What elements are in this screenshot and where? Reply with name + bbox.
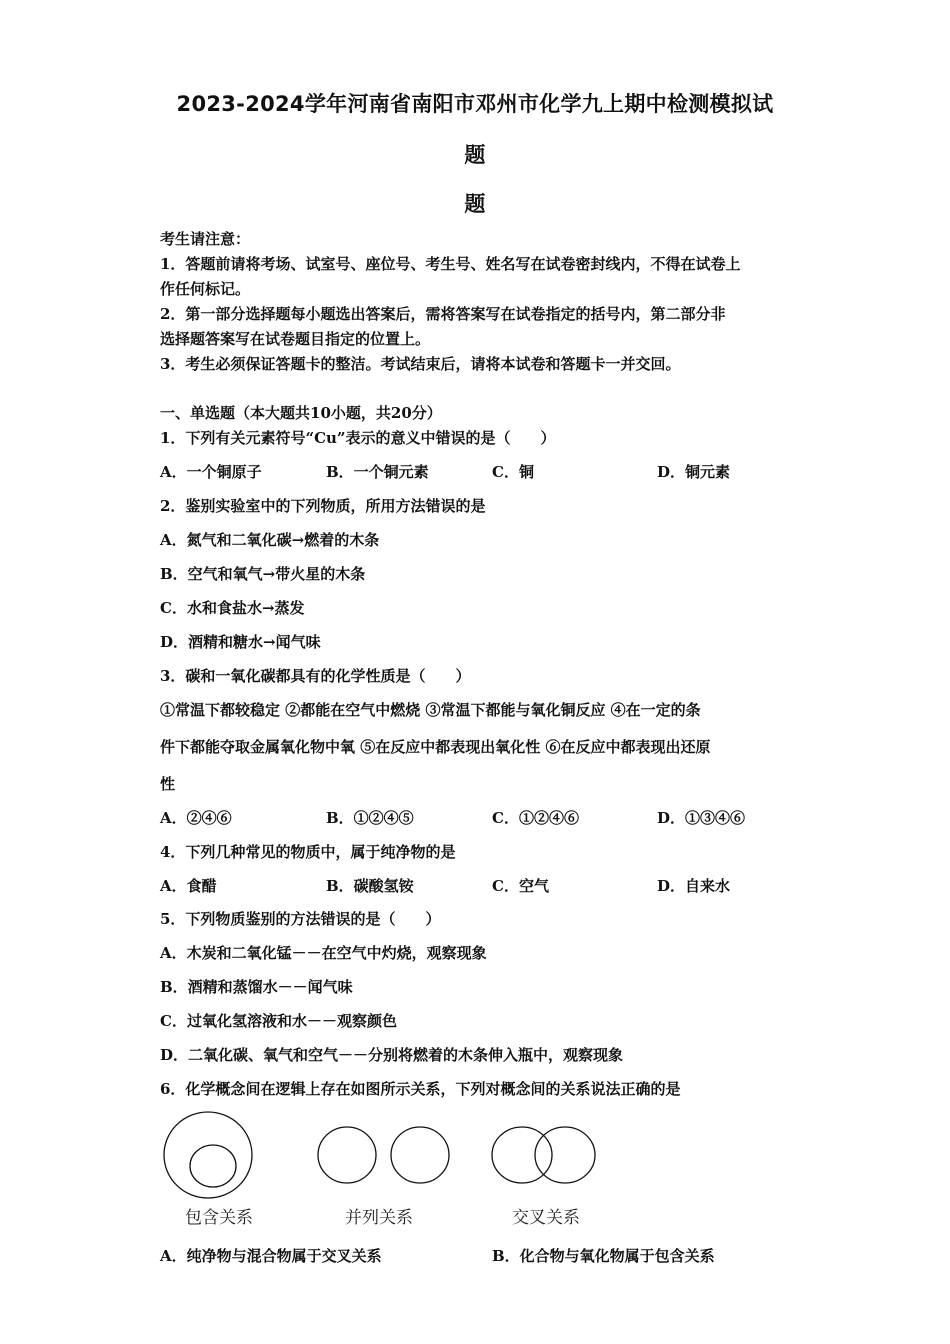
concept-relation-diagram (150, 1105, 610, 1205)
notice-line: 选择题答案写在试卷题目指定的位置上。 (160, 330, 431, 348)
section-heading: 一、单选题（本大题共10小题，共20分） (160, 404, 442, 422)
inclusion-outer-ellipse (164, 1112, 252, 1198)
question-6-stem: 6．化学概念间在逻辑上存在如图所示关系，下列对概念间的关系说法正确的是 (160, 1080, 681, 1098)
question-3-statement-line: 性 (160, 775, 176, 793)
question-1-option-d[interactable]: D．铜元素 (657, 463, 731, 481)
question-3-option-c[interactable]: C．①②④⑥ (492, 809, 579, 827)
question-3-option-b[interactable]: B．①②④⑤ (326, 809, 414, 827)
question-2-option-b[interactable]: B．空气和氧气→带火星的木条 (160, 565, 366, 583)
question-4-stem: 4．下列几种常见的物质中，属于纯净物的是 (160, 843, 456, 861)
question-2-option-c[interactable]: C．水和食盐水→蒸发 (160, 599, 305, 617)
question-2-stem: 2．鉴别实验室中的下列物质，所用方法错误的是 (160, 497, 486, 515)
parallel-right-circle (391, 1127, 449, 1183)
inclusion-inner-ellipse (190, 1145, 236, 1187)
question-2-option-d[interactable]: D．酒精和糖水→闻气味 (160, 633, 321, 651)
notice-line: 2．第一部分选择题每小题选出答案后，需将答案写在试卷指定的括号内，第二部分非 (160, 305, 726, 323)
notice-heading: 考生请注意： (160, 230, 251, 248)
question-5-option-a[interactable]: A．木炭和二氧化锰－－在空气中灼烧，观察现象 (160, 944, 487, 962)
question-3-statement-line: ①常温下都较稳定 ②都能在空气中燃烧 ③常温下都能与氧化铜反应 ④在一定的条 (160, 701, 701, 719)
parallel-left-circle (318, 1127, 376, 1183)
intersection-right-circle (535, 1127, 595, 1183)
question-2-option-a[interactable]: A．氮气和二氧化碳→燃着的木条 (160, 531, 380, 549)
question-1-option-a[interactable]: A．一个铜原子 (160, 463, 262, 481)
question-6-option-a[interactable]: A．纯净物与混合物属于交叉关系 (160, 1247, 382, 1265)
question-1-option-c[interactable]: C．铜 (492, 463, 534, 481)
exam-title-line3: 题 (464, 192, 486, 216)
exam-title-line1: 2023-2024学年河南省南阳市邓州市化学九上期中检测模拟试 (176, 92, 774, 116)
question-3-stem: 3．碳和一氧化碳都具有的化学性质是（ ） (160, 667, 471, 685)
question-1-stem: 1．下列有关元素符号“Cu”表示的意义中错误的是（ ） (160, 429, 556, 447)
notice-line: 作任何标记。 (160, 280, 251, 298)
question-5-stem: 5．下列物质鉴别的方法错误的是（ ） (160, 910, 441, 928)
notice-line: 3．考生必须保证答题卡的整洁。考试结束后，请将本试卷和答题卡一并交回。 (160, 355, 681, 373)
question-4-option-c[interactable]: C．空气 (492, 877, 549, 895)
question-5-option-b[interactable]: B．酒精和蒸馏水－－闻气味 (160, 978, 353, 996)
question-3-option-a[interactable]: A．②④⑥ (160, 809, 232, 827)
question-1-option-b[interactable]: B．一个铜元素 (326, 463, 429, 481)
exam-title-line2: 题 (464, 143, 486, 167)
parallel-relation-label: 并列关系 (345, 1208, 413, 1228)
question-4-option-b[interactable]: B．碳酸氢铵 (326, 877, 414, 895)
question-6-option-b[interactable]: B．化合物与氧化物属于包含关系 (492, 1247, 715, 1265)
question-4-option-d[interactable]: D．自来水 (657, 877, 731, 895)
question-3-statement-line: 件下都能夺取金属氧化物中氧 ⑤在反应中都表现出氧化性 ⑥在反应中都表现出还原 (160, 738, 711, 756)
inclusion-relation-label: 包含关系 (185, 1208, 253, 1228)
question-4-option-a[interactable]: A．食醋 (160, 877, 217, 895)
intersection-relation-label: 交叉关系 (512, 1208, 580, 1228)
question-5-option-d[interactable]: D．二氧化碳、氧气和空气－－分别将燃着的木条伸入瓶中，观察现象 (160, 1046, 624, 1064)
question-5-option-c[interactable]: C．过氧化氢溶液和水－－观察颜色 (160, 1012, 397, 1030)
notice-line: 1．答题前请将考场、试室号、座位号、考生号、姓名写在试卷密封线内，不得在试卷上 (160, 255, 741, 273)
question-3-option-d[interactable]: D．①③④⑥ (657, 809, 746, 827)
